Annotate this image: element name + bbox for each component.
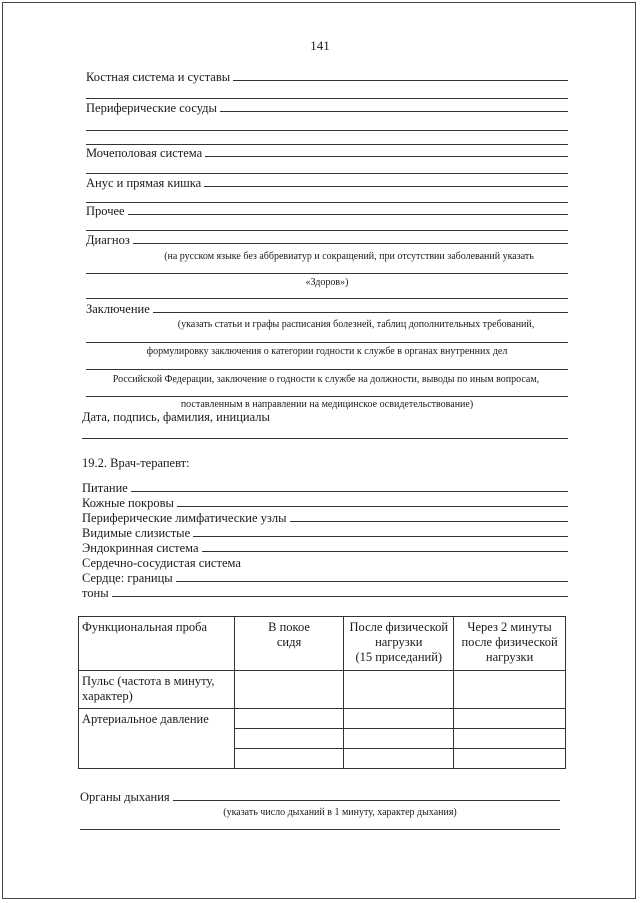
vessels-field[interactable] [220, 111, 568, 112]
table-header-row [79, 617, 566, 671]
pressure-after-2-minutes-cell-1[interactable] [454, 709, 566, 729]
urogenital-field[interactable] [205, 156, 568, 157]
signature-label: Дата, подпись, фамилия, инициалы [82, 410, 270, 424]
mucous-label: Видимые слизистые [82, 526, 191, 540]
breathing-line [80, 790, 560, 804]
tones-line [82, 586, 568, 600]
pulse-after-2-minutes-cell[interactable] [454, 671, 566, 709]
page-number: 141 [310, 38, 330, 53]
other-extra-line[interactable] [86, 230, 568, 231]
conclusion-extra-line-2[interactable] [86, 369, 568, 370]
bones-label: Костная система и суставы [86, 70, 231, 84]
diagnosis-extra-line-1[interactable] [86, 273, 568, 274]
pressure-at-rest-cell-3[interactable] [234, 749, 344, 769]
diagnosis-hint-1: (на русском языке без аббревиатур и сокращений, при отсутствии заболеваний указать [164, 251, 534, 262]
nutrition-field[interactable] [131, 491, 568, 492]
anus-line [86, 176, 568, 190]
anus-extra-line[interactable] [86, 202, 568, 203]
pressure-after-exercise-cell-1[interactable] [344, 709, 454, 729]
vessels-extra-line-1[interactable] [86, 130, 568, 131]
table-row-pressure-1 [79, 709, 566, 729]
conclusion-extra-line-3[interactable] [86, 396, 568, 397]
breathing-field[interactable] [173, 800, 560, 801]
lymph-line [82, 511, 568, 525]
functional-test-table [78, 616, 566, 769]
conclusion-label: Заключение [86, 302, 150, 316]
conclusion-hint-4: поставленным в направлении на медицинское освидетельствование) [180, 399, 474, 410]
conclusion-hint-3: Российской Федерации, заключение о годности к службе на должности, выводы по иным вопросам, [112, 374, 540, 385]
pressure-label: Артериальное давление [79, 709, 235, 769]
header-functional-test: Функциональная проба [79, 617, 235, 671]
breathing-label: Органы дыхания [80, 790, 170, 804]
conclusion-hint-2: формулировку заключения о категории годности к службе в органах внутренних дел [146, 346, 508, 357]
header-after-exercise: После физической нагрузки (15 приседаний) [344, 617, 454, 671]
endocrine-line [82, 541, 568, 555]
mucous-line [82, 526, 568, 540]
diagnosis-field[interactable] [133, 243, 568, 244]
heart-line [82, 571, 568, 585]
bones-line [86, 70, 568, 84]
diagnosis-label: Диагноз [86, 233, 130, 247]
pressure-after-exercise-cell-2[interactable] [344, 729, 454, 749]
pressure-at-rest-cell-1[interactable] [234, 709, 344, 729]
pressure-after-2-minutes-cell-2[interactable] [454, 729, 566, 749]
conclusion-hint-1: (указать статьи и графы расписания болезней, таблиц дополнительных требований, [177, 319, 535, 330]
urogenital-extra-line[interactable] [86, 173, 568, 174]
skin-line [82, 496, 568, 510]
pulse-at-rest-cell[interactable] [234, 671, 344, 709]
vessels-line [86, 101, 568, 115]
mucous-field[interactable] [193, 536, 568, 537]
tones-field[interactable] [112, 596, 568, 597]
breathing-hint: (указать число дыханий в 1 минуту, характер дыхания) [223, 807, 457, 818]
nutrition-label: Питание [82, 481, 128, 495]
pressure-at-rest-cell-2[interactable] [234, 729, 344, 749]
skin-field[interactable] [177, 506, 568, 507]
pulse-after-exercise-cell[interactable] [344, 671, 454, 709]
other-line [86, 204, 568, 218]
diagnosis-line [86, 233, 568, 247]
diagnosis-extra-line-2[interactable] [86, 298, 568, 299]
therapist-title: 19.2. Врач-терапевт: [82, 456, 190, 470]
endocrine-field[interactable] [202, 551, 568, 552]
conclusion-extra-line-1[interactable] [86, 342, 568, 343]
cardio-label: Сердечно-сосудистая система [82, 556, 241, 570]
bones-field[interactable] [233, 80, 568, 81]
nutrition-line [82, 481, 568, 495]
header-at-rest: В покое сидя [234, 617, 344, 671]
other-label: Прочее [86, 204, 125, 218]
breathing-extra-line[interactable] [80, 829, 560, 830]
urogenital-label: Мочеполовая система [86, 146, 203, 160]
urogenital-line [86, 146, 568, 160]
pulse-label: Пульс (частота в минуту, характер) [79, 671, 235, 709]
conclusion-field[interactable] [153, 312, 568, 313]
bones-extra-line[interactable] [86, 98, 568, 99]
lymph-label: Периферические лимфатические узлы [82, 511, 287, 525]
conclusion-line [86, 302, 568, 316]
anus-label: Анус и прямая кишка [86, 176, 202, 190]
heart-field[interactable] [176, 581, 568, 582]
table-row-pulse [79, 671, 566, 709]
heart-label: Сердце: границы [82, 571, 173, 585]
vessels-label: Периферические сосуды [86, 101, 217, 115]
lymph-field[interactable] [290, 521, 569, 522]
skin-label: Кожные покровы [82, 496, 174, 510]
tones-label: тоны [82, 586, 109, 600]
pressure-after-exercise-cell-3[interactable] [344, 749, 454, 769]
other-field[interactable] [128, 214, 568, 215]
header-after-2-minutes: Через 2 минуты после физической нагрузки [454, 617, 566, 671]
pressure-after-2-minutes-cell-3[interactable] [454, 749, 566, 769]
vessels-extra-line-2[interactable] [86, 144, 568, 145]
signature-line[interactable] [82, 438, 568, 439]
endocrine-label: Эндокринная система [82, 541, 199, 555]
anus-field[interactable] [204, 186, 568, 187]
diagnosis-hint-2: «Здоров») [305, 277, 349, 288]
